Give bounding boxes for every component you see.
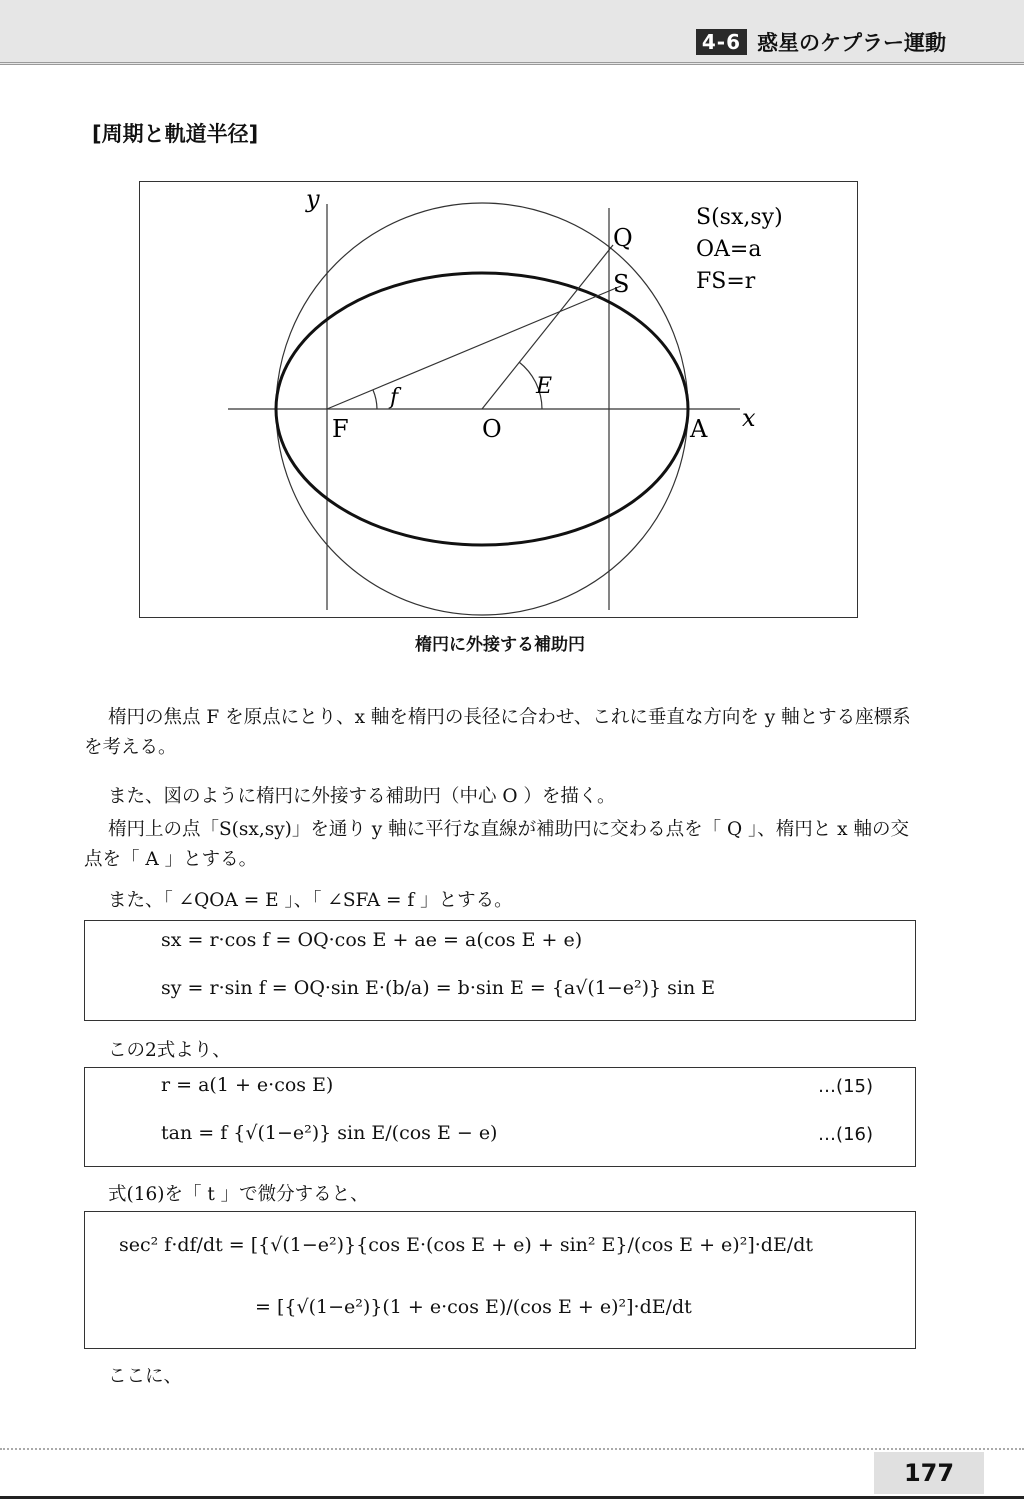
paragraph-3: 楕円上の点「S(sx,sy)」を通り y 軸に平行な直線が補助円に交わる点を「 Q 」、楕円と x 軸の交点を「 A 」とする。 <box>84 819 909 870</box>
angle-e-label: E <box>536 374 553 399</box>
equation-15: r = a(1 + e·cos E) <box>161 1074 334 1096</box>
chapter-title: 惑星のケプラー運動 <box>757 31 946 55</box>
ellipse-figure <box>139 181 858 618</box>
point-q-label: Q <box>613 224 633 252</box>
section-title: [周期と軌道半径] <box>92 122 259 146</box>
paragraph-6: 式(16)を「 t 」で微分すると、 <box>108 1184 369 1205</box>
point-f-label: F <box>332 415 349 443</box>
x-axis-label: x <box>742 404 756 432</box>
ellipse-diagram <box>140 182 859 619</box>
equation-box-3 <box>84 1211 916 1349</box>
chapter-heading <box>696 28 946 56</box>
page-number: 177 <box>874 1452 984 1494</box>
equation-sx: sx = r·cos f = OQ·cos E + ae = a(cos E + e) <box>161 929 583 951</box>
equation-derivative-line-2: = [{√(1−e²)}(1 + e·cos E)/(cos E + e)²]·dE/dt <box>255 1296 692 1318</box>
equation-box-1 <box>84 920 916 1021</box>
footer-band <box>0 1448 1024 1509</box>
point-s-label: S <box>613 270 630 298</box>
paragraph-2: また、図のように楕円に外接する補助円（中心 O ）を描く。 <box>108 786 616 807</box>
y-axis-label: y <box>306 185 320 213</box>
point-o-label: O <box>482 415 502 443</box>
equation-derivative-line-1: sec² f·df/dt = [{√(1−e²)}{cos E·(cos E + e) + sin² E}/(cos E + e)²]·dE/dt <box>119 1234 814 1256</box>
figure-caption: 楕円に外接する補助円 <box>415 635 585 655</box>
chapter-number-badge: 4-6 <box>696 29 747 55</box>
equation-number-15: …(15) <box>818 1076 873 1097</box>
legend-line-3: FS=r <box>696 269 756 294</box>
legend-line-2: OA=a <box>696 237 762 262</box>
equation-16: tan = f {√(1−e²)} sin E/(cos E − e) <box>161 1122 498 1144</box>
equation-sy: sy = r·sin f = OQ·sin E·(b/a) = b·sin E = {a√(1−e²)} sin E <box>161 977 716 999</box>
equation-box-2 <box>84 1067 916 1167</box>
footer-rule <box>0 1496 1024 1499</box>
angle-f-label: f <box>390 385 399 410</box>
angle-f-arc <box>373 390 377 409</box>
paragraph-4: また、「 ∠QOA = E 」、「 ∠SFA = f 」とする。 <box>108 890 513 911</box>
paragraph-1: 楕円の焦点 F を原点にとり、x 軸を楕円の長径に合わせ、これに垂直な方向を y 軸とする座標系を考える。 <box>84 707 911 758</box>
line-fs <box>327 286 621 409</box>
point-a-label: A <box>690 415 708 443</box>
legend-line-1: S(sx,sy) <box>696 205 783 230</box>
paragraph-5: この2式より、 <box>108 1040 231 1061</box>
paragraph-7: ここに、 <box>108 1366 183 1387</box>
equation-number-16: …(16) <box>818 1124 873 1145</box>
